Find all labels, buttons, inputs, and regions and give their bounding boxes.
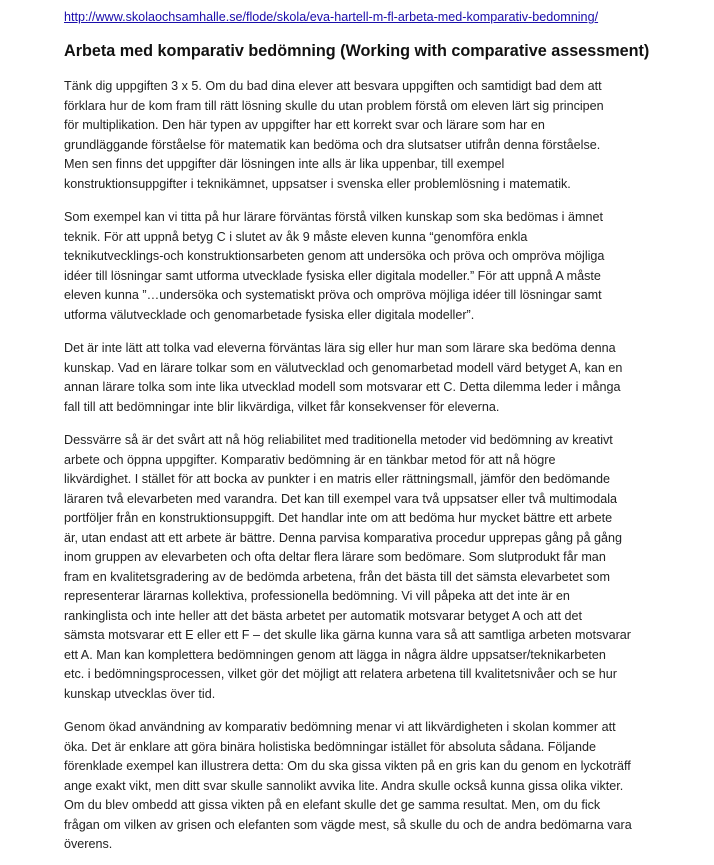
paragraph-5: Genom ökad användning av komparativ bedömning menar vi att likvärdigheten i skolan kommer att öka. Det är enklare att göra binära holistiska bedömningar istället för absoluta sådana. Följande förenklade exempel kan illustrera detta: Om du ska gissa vikten på en gris kan du genom en lyckoträff ange exakt vikt, men ditt svar skulle sannolikt avvika lite. Andra skulle också kunna gissa olika vikter. Om du blev ombedd att gissa vikten på en elefant skulle det ge samma resultat. Men, om du fick frågan om vilken av grisen och elefanten som vägde mest, så skulle du och de andra bedömarna vara överens. — [64, 720, 632, 851]
paragraph-3: Det är inte lätt att tolka vad eleverna förväntas lära sig eller hur man som lärare ska bedöma denna kunskap. Vad en lärare tolkar som en välutvecklad och genomarbetad modell värd betyget A, kan en annan lärare tolka som inte lika utvecklad modell som motsvarar ett C. Detta dilemma leder i många fall till att bedömningar inte blir likvärdiga, vilket får konsekvenser för eleverna. — [64, 341, 623, 414]
document-page — [64, 0, 654, 855]
source-link[interactable]: http://www.skolaochsamhalle.se/flode/skola/eva-hartell-m-fl-arbeta-med-komparativ-bedomning/ — [64, 10, 599, 24]
article-title: Arbeta med komparativ bedömning (Working with comparative assessment) — [64, 42, 650, 60]
paragraph-4: Dessvärre så är det svårt att nå hög reliabilitet med traditionella metoder vid bedömning av kreativt arbete och öppna uppgifter. Komparativ bedömning är en tänkbar metod för att nå högre likvärdighet. I stället för att bocka av punkter i en matris eller rättningsmall, jämför den bedömande läraren två elevarbeten med varandra. Det kan till exempel vara två uppsatser eller två multimodala portföljer från en konstruktionsuppgift. Det handlar inte om att bedöma hur mycket bättre ett arbete är, utan endast att ett arbete är bättre. Denna parvisa komparativa procedur upprepas gång på gång inom gruppen av elevarbeten och ofta deltar flera lärare som bedömare. Som slutprodukt får man fram en kvalitetsgradering av de bedömda arbetena, från det bästa till det sämsta elevarbetet som representerar lärarnas kollektiva, professionella bedömning. Vi vill påpeka att det inte är en rankinglista och inte heller att det bästa arbetet per automatik motsvarar betyget A och att det sämsta motsvarar ett E eller ett F – det skulle lika gärna kunna vara så att samtliga arbeten motsvarar ett A. Man kan komplettera bedömningen genom att lägga in några äldre uppsatser/teknikarbeten etc. i bedömningsprocessen, vilket gör det möjligt att relatera arbetena till kvalitetsnivåer och se hur kunskap utvecklas över tid. — [64, 433, 631, 701]
paragraph-2: Som exempel kan vi titta på hur lärare förväntas förstå vilken kunskap som ska bedömas i ämnet teknik. För att uppnå betyg C i slutet av åk 9 måste eleven kunna “genomföra enkla teknikutvecklings-och konstruktionsarbeten genom att undersöka och pröva och ompröva möjliga idéer till lösningar samt utforma utvecklade fysiska eller digitala modeller.” För att uppnå A måste eleven kunna ”…undersöka och systematiskt pröva och ompröva möjliga idéer till lösningar samt utforma välutvecklade och genomarbetade fysiska eller digitala modeller”. — [64, 210, 605, 322]
paragraph-1: Tänk dig uppgiften 3 x 5. Om du bad dina elever att besvara uppgiften och samtidigt bad dem att förklara hur de kom fram till rätt lösning skulle du utan problem förstå om eleven lärt sig principen för multiplikation. Den här typen av uppgifter har ett korrekt svar och lärare som har en grundläggande förståelse för matematik kan bedöma och dra slutsatser utifrån denna förståelse. Men sen finns det uppgifter där lösningen inte alls är lika uppenbar, till exempel konstruktionsuppgifter i teknikämnet, uppsatser i svenska eller problemlösning i matematik. — [64, 79, 604, 191]
